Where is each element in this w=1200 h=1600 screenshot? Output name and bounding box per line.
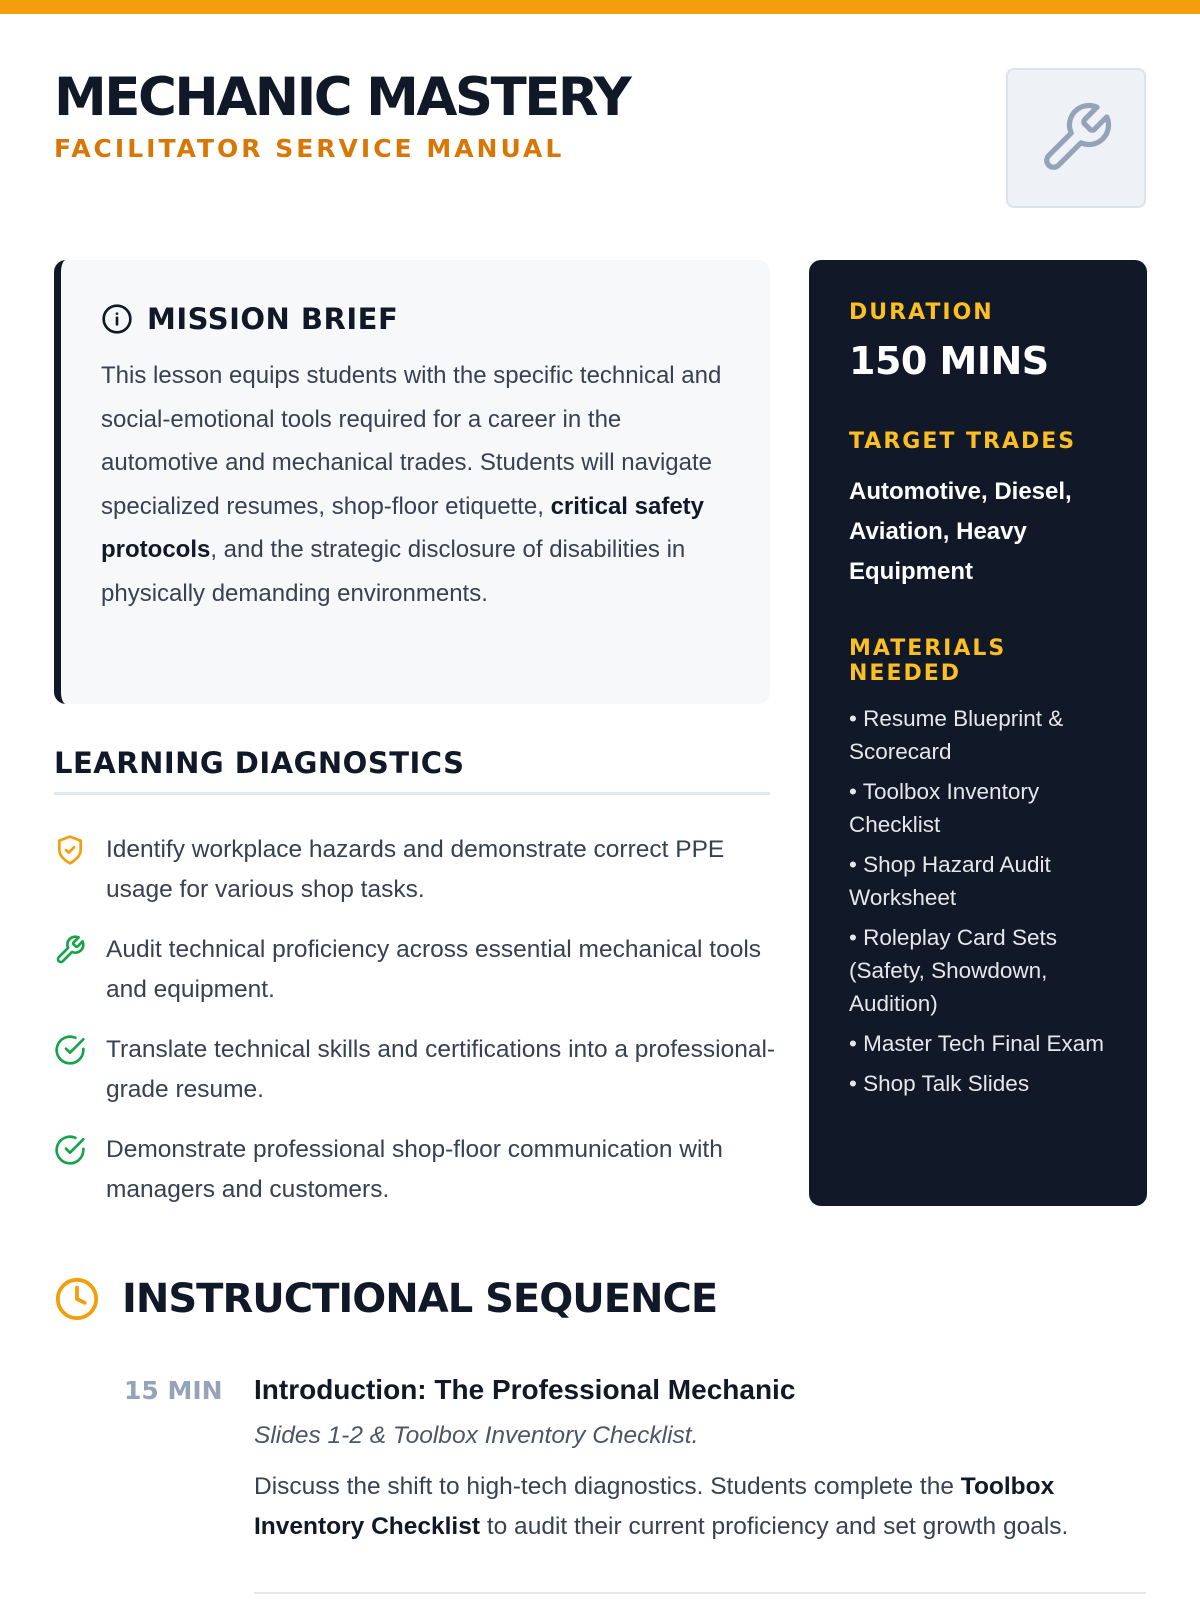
step-materials-reference: Slides 1-2 & Toolbox Inventory Checklist. bbox=[254, 1422, 699, 1449]
step-title: Introduction: The Professional Mechanic bbox=[254, 1374, 796, 1405]
diagnostic-text: Audit technical proficiency across essential mechanical tools and equipment. bbox=[106, 936, 762, 1003]
mission-text-emphasis: critical safety protocols bbox=[101, 492, 704, 563]
mission-text-part: , and the strategic disclosure of disabilities in physically demanding environments. bbox=[101, 536, 686, 607]
learning-diagnostics-list bbox=[54, 830, 778, 1230]
info-icon bbox=[101, 303, 133, 335]
step-description bbox=[254, 1467, 1146, 1547]
wrench-icon bbox=[54, 934, 86, 966]
diagnostic-text: Demonstrate professional shop-floor communication with managers and customers. bbox=[106, 1136, 723, 1203]
step-duration: 15 MIN bbox=[124, 1376, 223, 1405]
step-text-emphasis: Toolbox Inventory Checklist bbox=[254, 1473, 1055, 1540]
list-item: • Resume Blueprint & Scorecard bbox=[849, 706, 1064, 764]
mission-brief-title: MISSION BRIEF bbox=[147, 302, 399, 336]
wrench-icon bbox=[1037, 99, 1115, 177]
learning-diagnostics-heading: LEARNING DIAGNOSTICS bbox=[54, 746, 770, 795]
list-item bbox=[54, 830, 778, 910]
step-text-part: Discuss the shift to high-tech diagnostics. Students complete the bbox=[254, 1473, 961, 1500]
check-circle-icon bbox=[54, 1034, 86, 1066]
check-circle-icon bbox=[54, 1134, 86, 1166]
list-item: • Shop Hazard Audit Worksheet bbox=[849, 852, 1051, 910]
clock-icon bbox=[54, 1276, 100, 1322]
list-item bbox=[54, 930, 778, 1010]
mission-brief-header bbox=[101, 302, 726, 336]
list-item: • Toolbox Inventory Checklist bbox=[849, 779, 1040, 837]
instructional-sequence-title: INSTRUCTIONAL SEQUENCE bbox=[122, 1276, 718, 1322]
duration-value: 150 MINS bbox=[849, 339, 1049, 383]
mission-text-part: This lesson equips students with the specific technical and social-emotional tools required for a career in the automotive and mechanical trades. Students will navigate specialized resumes, shop-floor etiquette, bbox=[101, 362, 722, 520]
shield-check-icon bbox=[54, 834, 86, 866]
page-subtitle: FACILITATOR SERVICE MANUAL bbox=[54, 134, 565, 163]
materials-label: MATERIALS NEEDED bbox=[849, 636, 1007, 686]
duration-label: DURATION bbox=[849, 300, 994, 325]
accent-top-bar bbox=[0, 0, 1200, 14]
mission-brief-text bbox=[101, 354, 726, 615]
diagnostic-text: Translate technical skills and certifications into a professional-grade resume. bbox=[106, 1036, 776, 1103]
target-trades-value: Automotive, Diesel, Aviation, Heavy Equipment bbox=[849, 478, 1072, 585]
instructional-sequence-header bbox=[54, 1276, 717, 1322]
list-item: • Shop Talk Slides bbox=[849, 1071, 1030, 1096]
materials-list bbox=[849, 702, 1117, 1100]
list-item: • Roleplay Card Sets (Safety, Showdown, Audition) bbox=[849, 925, 1057, 1016]
step-divider bbox=[254, 1592, 1146, 1594]
diagnostic-text: Identify workplace hazards and demonstrate correct PPE usage for various shop tasks. bbox=[106, 836, 725, 903]
list-item bbox=[54, 1030, 778, 1110]
lesson-overview-sidebar bbox=[809, 260, 1147, 1206]
page-header bbox=[54, 64, 1146, 214]
step-content bbox=[254, 1370, 1146, 1547]
list-item: • Master Tech Final Exam bbox=[849, 1031, 1105, 1056]
logo-badge bbox=[1006, 68, 1146, 208]
target-trades-label: TARGET TRADES bbox=[849, 429, 1077, 454]
mission-brief-card bbox=[54, 260, 770, 704]
step-text-part: to audit their current proficiency and set growth goals. bbox=[480, 1513, 1069, 1540]
page-title: MECHANIC MASTERY bbox=[54, 67, 630, 128]
list-item bbox=[54, 1130, 778, 1210]
